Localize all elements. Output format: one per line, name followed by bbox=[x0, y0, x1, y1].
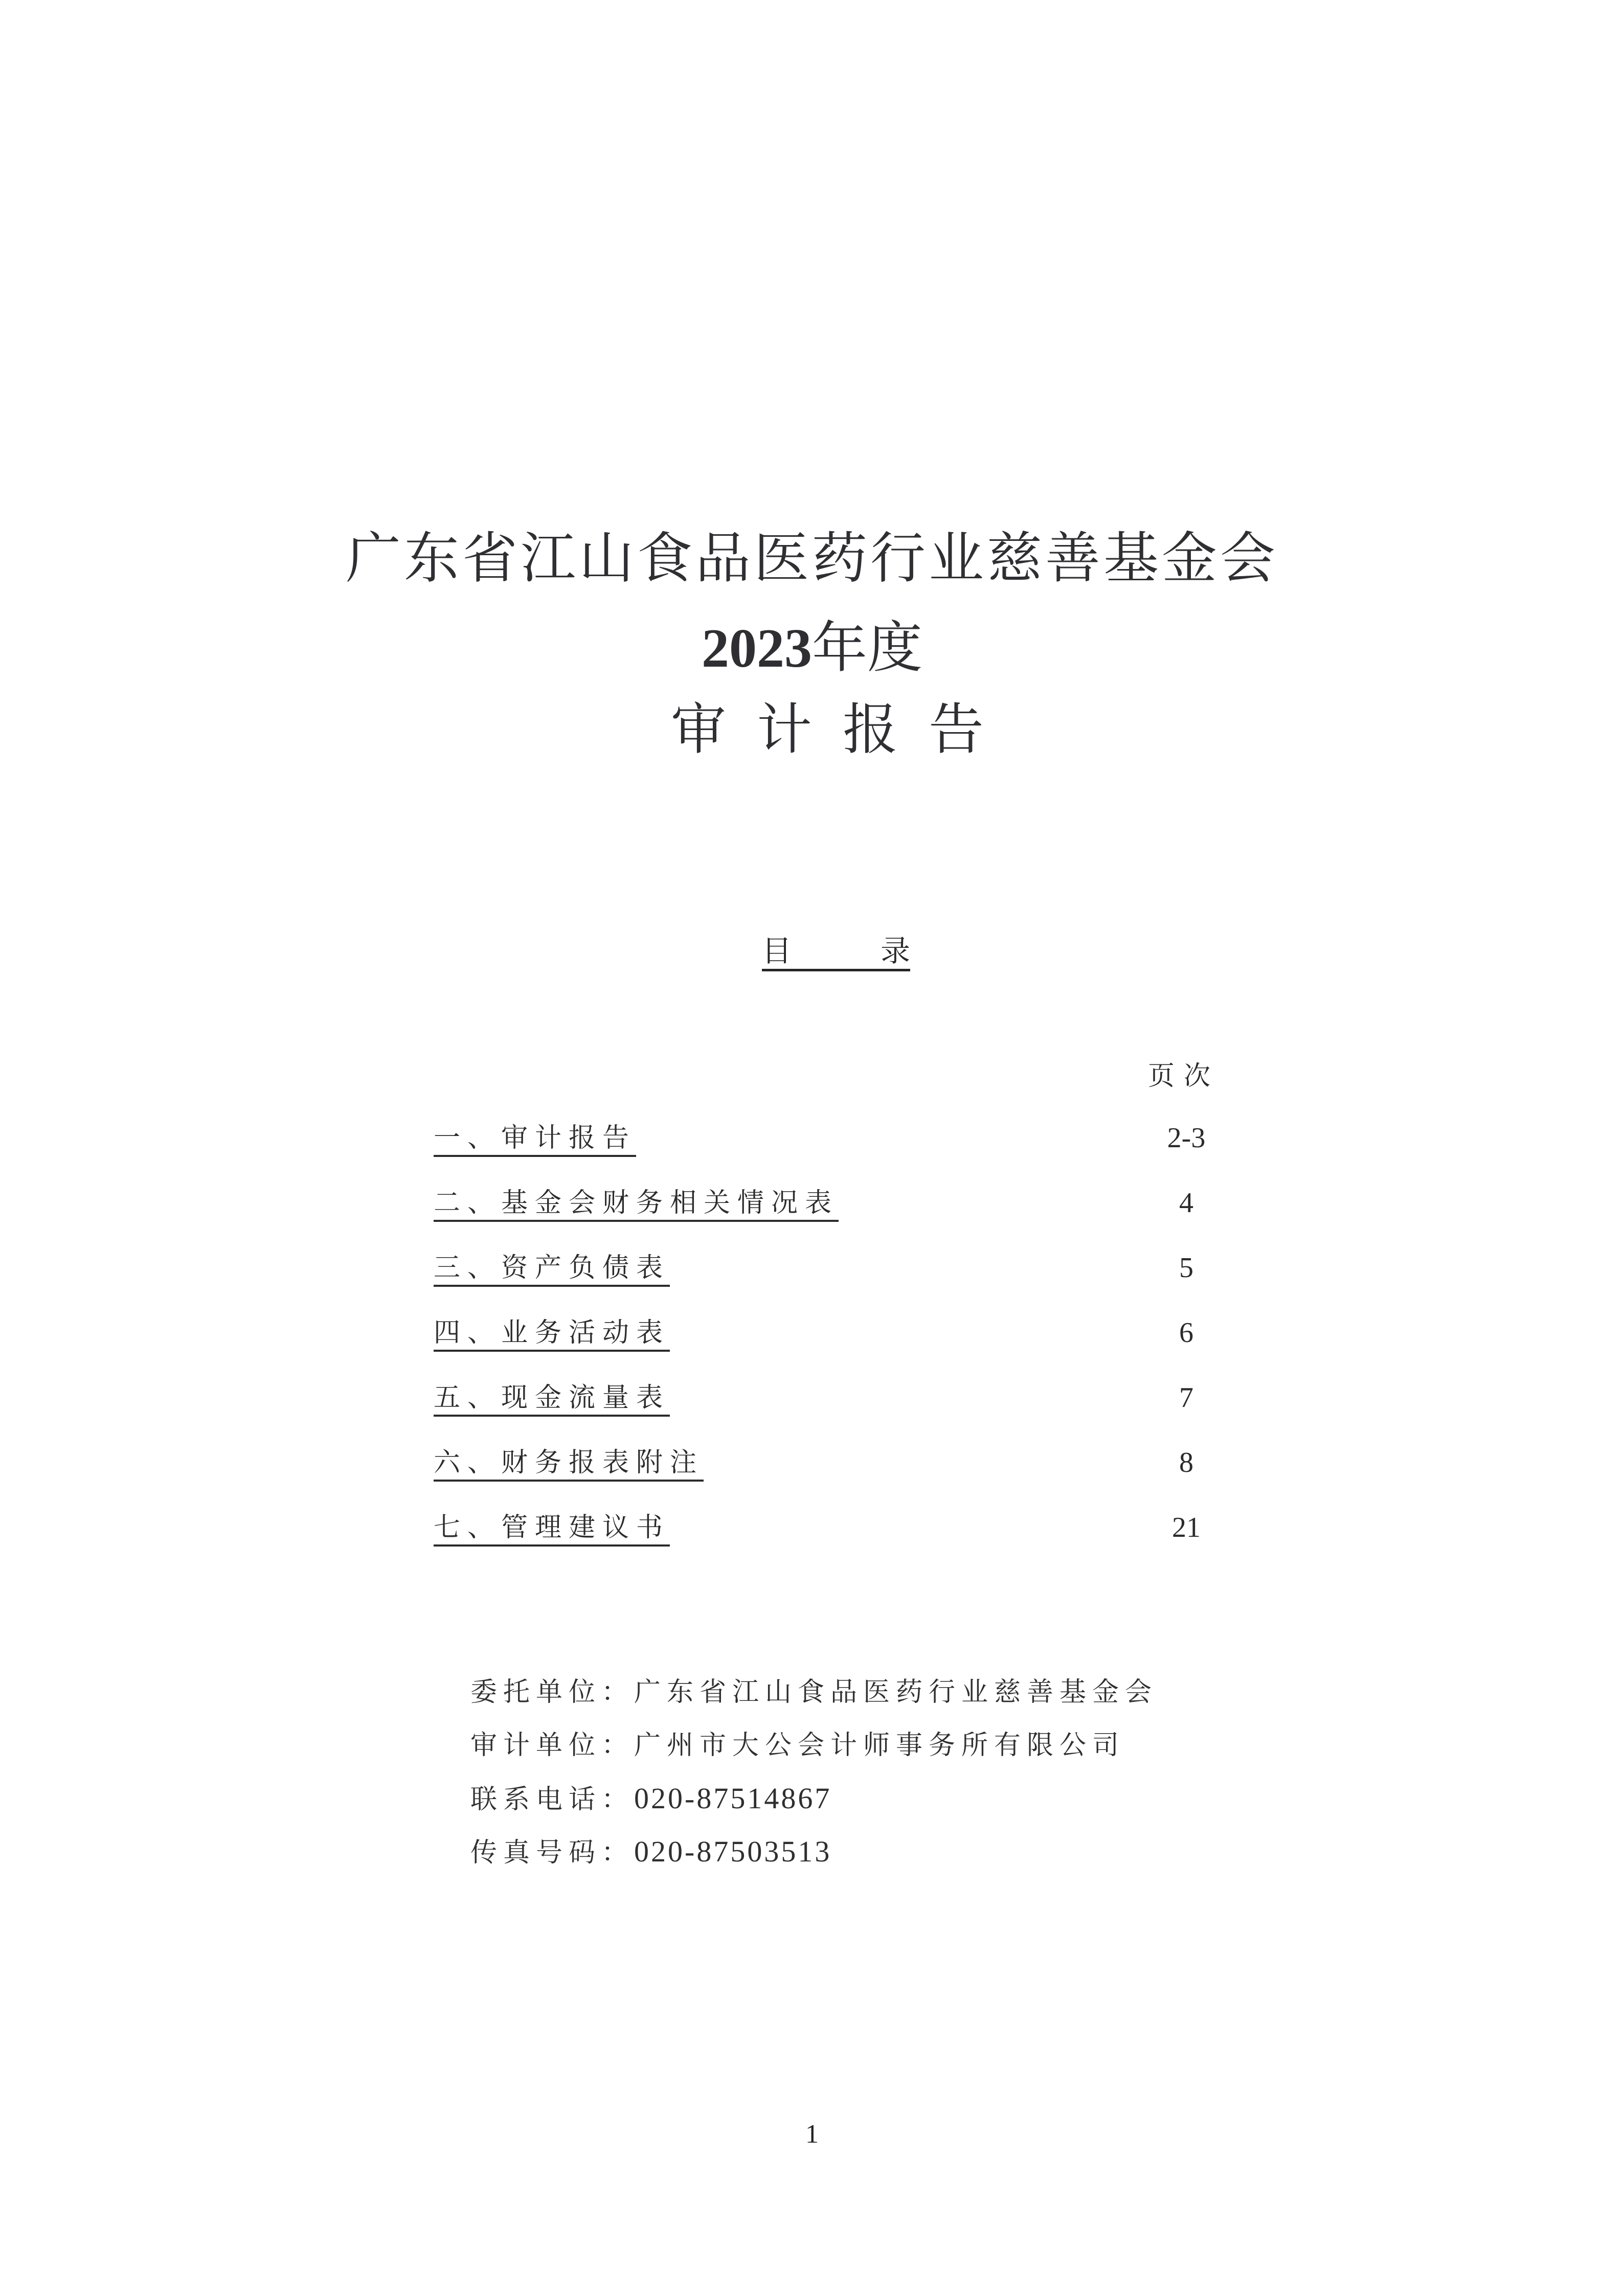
toc-page-number: 8 bbox=[1179, 1447, 1193, 1479]
toc-page-number: 7 bbox=[1179, 1382, 1193, 1414]
page-number: 1 bbox=[805, 2120, 819, 2149]
toc-item-financial-notes[interactable]: 六、财务报表附注 bbox=[434, 1447, 704, 1482]
auditor-value: 广州市大公会计师事务所有限公司 bbox=[634, 1730, 1125, 1761]
client-label: 委托单位： bbox=[470, 1677, 635, 1708]
toc-heading-left: 目 bbox=[762, 934, 792, 968]
fax-value: 020-87503513 bbox=[634, 1835, 832, 1868]
toc-item-management-letter[interactable]: 七、管理建议书 bbox=[434, 1512, 670, 1547]
toc-page-number: 5 bbox=[1179, 1252, 1193, 1284]
toc-item-activity-statement[interactable]: 四、业务活动表 bbox=[434, 1317, 670, 1352]
toc-item-balance-sheet[interactable]: 三、资产负债表 bbox=[434, 1252, 670, 1287]
toc-page-number: 2-3 bbox=[1167, 1122, 1206, 1154]
toc-item-cash-flow-statement[interactable]: 五、现金流量表 bbox=[434, 1382, 670, 1417]
client-row bbox=[470, 1676, 1158, 1709]
toc-heading bbox=[762, 933, 910, 971]
fax-label: 传真号码： bbox=[470, 1837, 635, 1868]
auditor-label: 审计单位： bbox=[470, 1730, 635, 1761]
phone-label: 联系电话： bbox=[470, 1784, 635, 1815]
toc-page-column-label: 页次 bbox=[1148, 1061, 1220, 1092]
toc-page-number: 6 bbox=[1179, 1317, 1193, 1349]
toc-item-audit-report[interactable]: 一、审计报告 bbox=[434, 1122, 636, 1157]
toc-heading-right: 录 bbox=[880, 934, 910, 968]
report-title-type: 审计报告 bbox=[670, 698, 1014, 762]
phone-row bbox=[470, 1782, 831, 1816]
year-suffix: 年度 bbox=[811, 616, 922, 680]
year-number: 2023 bbox=[701, 618, 812, 679]
toc-item-financial-status-table[interactable]: 二、基金会财务相关情况表 bbox=[434, 1187, 839, 1222]
auditor-row bbox=[470, 1729, 1125, 1762]
phone-value: 020-87514867 bbox=[634, 1782, 832, 1815]
report-title-organization: 广东省江山食品医药行业慈善基金会 bbox=[345, 527, 1278, 590]
toc-page-number: 4 bbox=[1179, 1187, 1193, 1219]
report-title-year bbox=[0, 603, 1624, 683]
toc-page-number: 21 bbox=[1172, 1512, 1201, 1543]
client-value: 广东省江山食品医药行业慈善基金会 bbox=[634, 1677, 1158, 1708]
fax-row bbox=[470, 1835, 831, 1869]
